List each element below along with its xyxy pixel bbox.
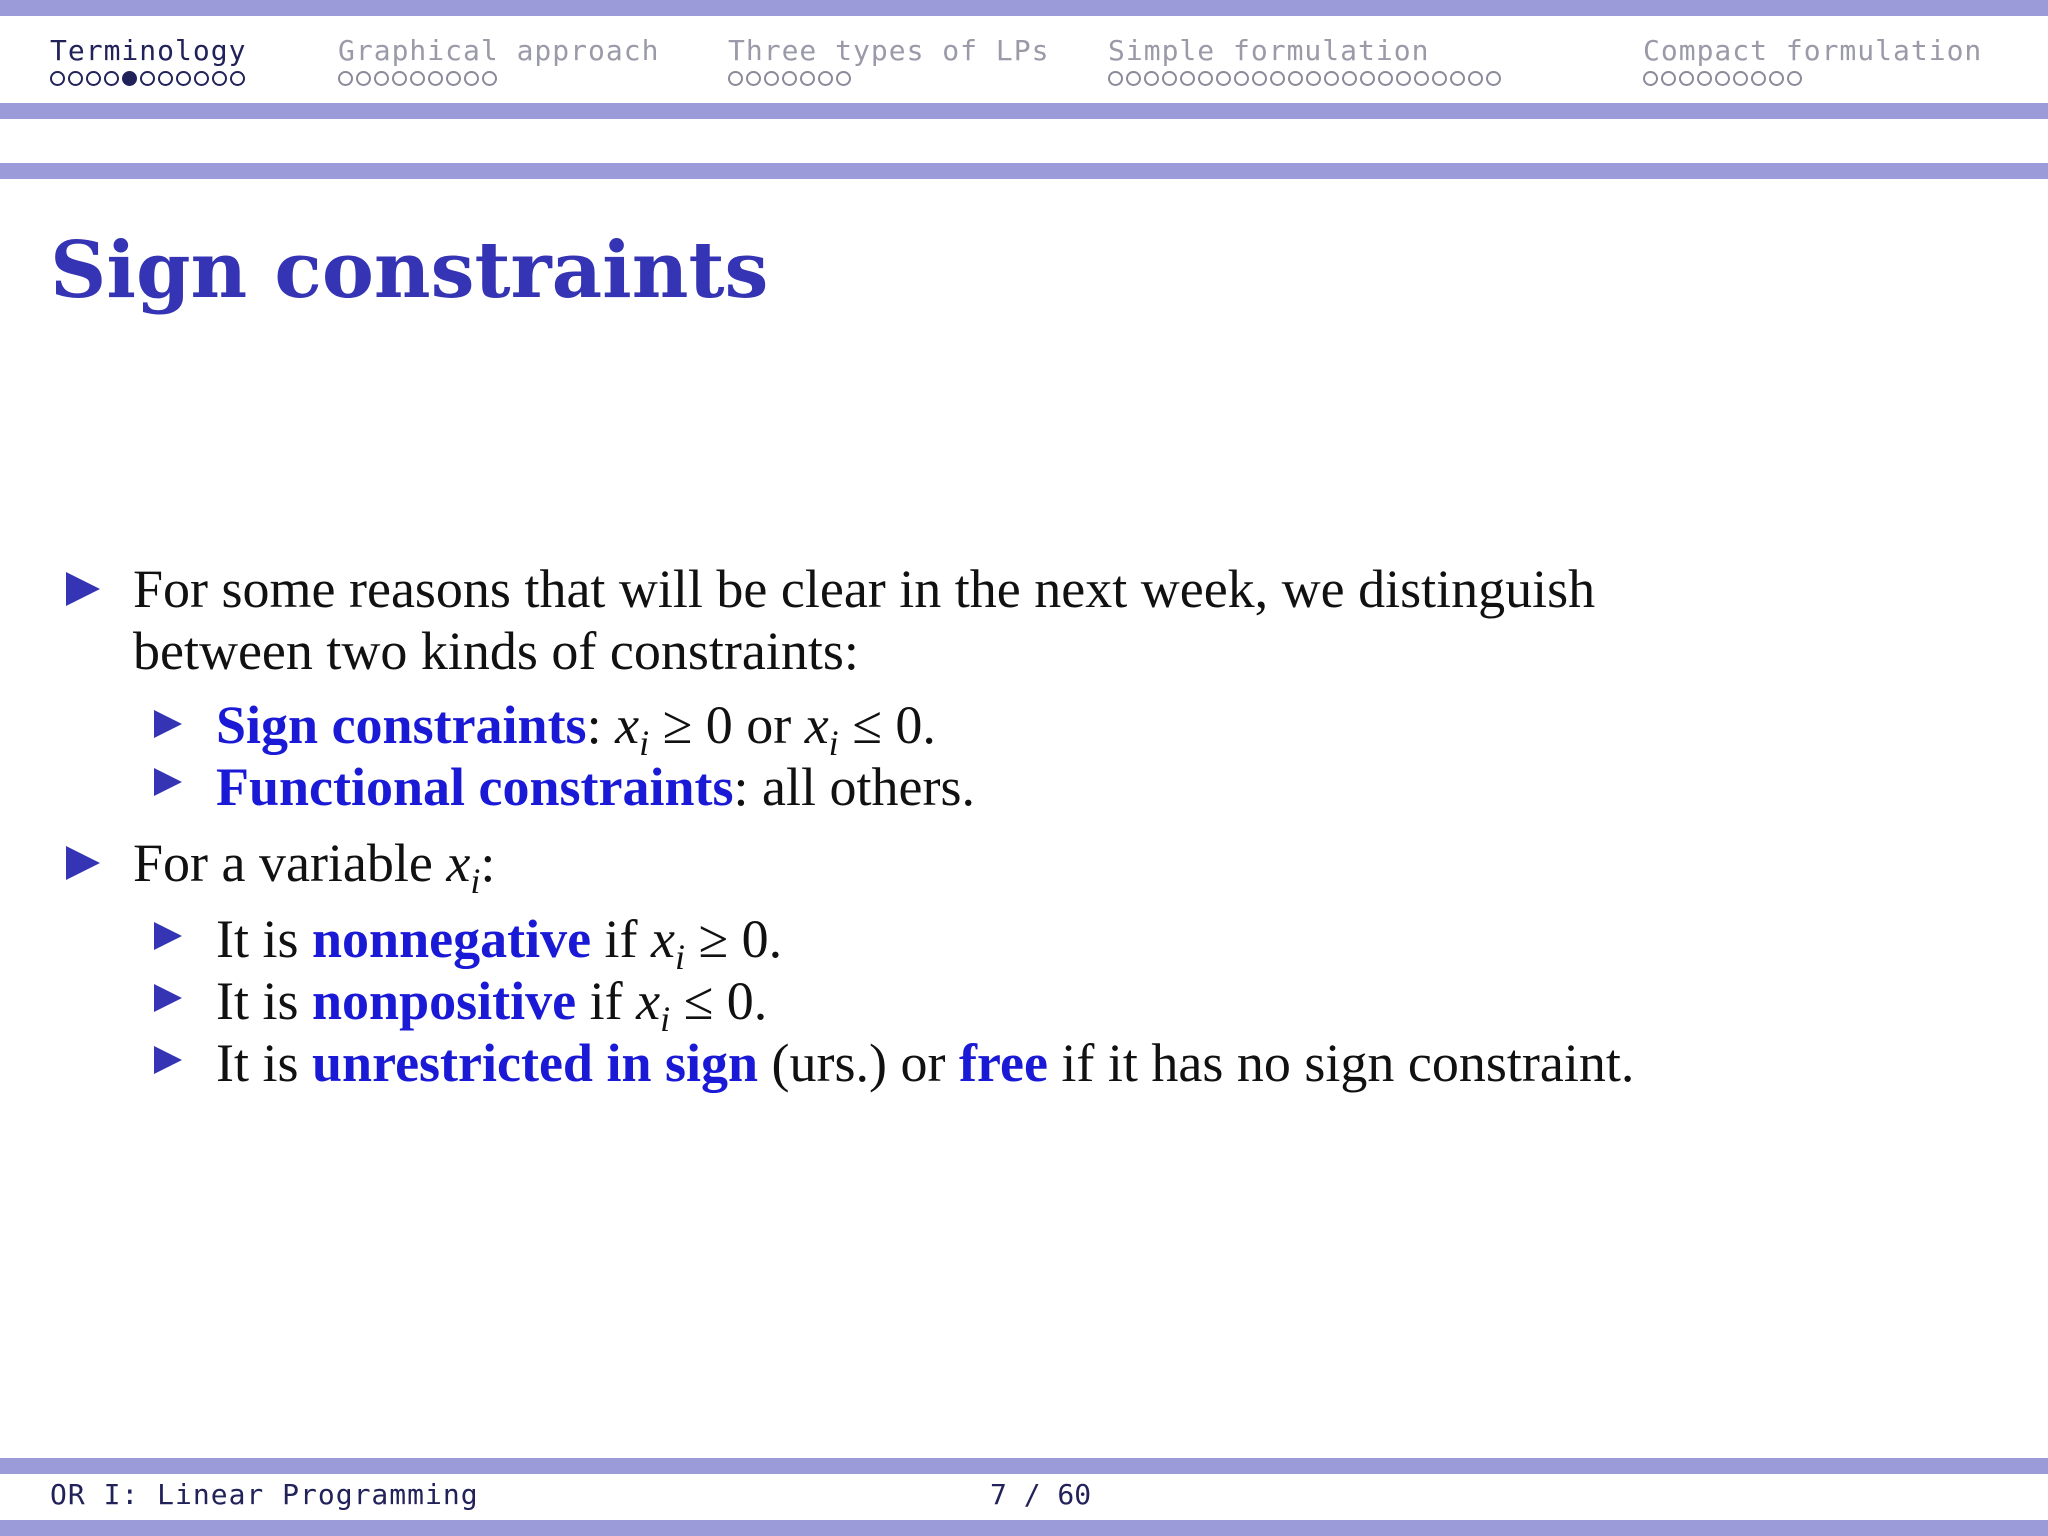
- nav-dot[interactable]: [1450, 71, 1465, 86]
- text: :: [480, 833, 496, 893]
- nav-dot[interactable]: [104, 71, 119, 86]
- nav-dot[interactable]: [782, 71, 797, 86]
- nav-dot[interactable]: [158, 71, 173, 86]
- nav-dot[interactable]: [1751, 71, 1766, 86]
- nav-section-simple-formulation[interactable]: [1108, 34, 1501, 86]
- nav-dot[interactable]: [1126, 71, 1141, 86]
- nav-dot[interactable]: [1679, 71, 1694, 86]
- nav-section-label[interactable]: Simple formulation: [1108, 34, 1430, 67]
- nav-dot[interactable]: [1468, 71, 1483, 86]
- bullet-triangle-icon: [66, 572, 100, 606]
- nav-section-graphical-approach[interactable]: [338, 34, 659, 86]
- nav-dot[interactable]: [374, 71, 389, 86]
- sub-bullet-unrestricted: [216, 1032, 1634, 1094]
- keyword-sign-constraints: Sign constraints: [216, 695, 587, 755]
- nav-dot[interactable]: [1270, 71, 1285, 86]
- nav-dot[interactable]: [1432, 71, 1447, 86]
- sub-bullet-triangle-icon: [154, 710, 182, 738]
- nav-dot[interactable]: [1180, 71, 1195, 86]
- nav-dot[interactable]: [1378, 71, 1393, 86]
- nav-dot[interactable]: [338, 71, 353, 86]
- text: ≤ 0.: [670, 971, 768, 1031]
- nav-dot[interactable]: [1306, 71, 1321, 86]
- nav-dot[interactable]: [818, 71, 833, 86]
- sub-bullet-triangle-icon: [154, 1046, 182, 1074]
- sub-bullet-triangle-icon: [154, 984, 182, 1012]
- nav-dot[interactable]: [1288, 71, 1303, 86]
- math-var: x: [651, 909, 676, 969]
- nav-dot[interactable]: [1661, 71, 1676, 86]
- text: For a variable: [133, 833, 447, 893]
- bullet-1-line-2: between two kinds of constraints:: [133, 621, 859, 681]
- nav-dot[interactable]: [1342, 71, 1357, 86]
- top-band: [0, 0, 2048, 16]
- text: :: [586, 695, 602, 755]
- text: ≤ 0.: [838, 695, 936, 755]
- nav-dot[interactable]: [446, 71, 461, 86]
- text: ≥ 0.: [685, 909, 783, 969]
- nav-dot[interactable]: [1234, 71, 1249, 86]
- nav-dot[interactable]: [212, 71, 227, 86]
- nav-dot[interactable]: [464, 71, 479, 86]
- footer-title: OR I: Linear Programming: [50, 1478, 479, 1511]
- text: It is: [216, 909, 313, 969]
- math-sub: i: [470, 860, 481, 901]
- nav-dot[interactable]: [176, 71, 191, 86]
- sub-bullet-triangle-icon: [154, 768, 182, 796]
- nav-dot[interactable]: [1360, 71, 1375, 86]
- nav-dot[interactable]: [1697, 71, 1712, 86]
- nav-dot[interactable]: [410, 71, 425, 86]
- nav-dot[interactable]: [1324, 71, 1339, 86]
- text: if: [576, 971, 637, 1031]
- math-var: x: [615, 695, 640, 755]
- keyword-unrestricted-in-sign: unrestricted in sign: [312, 1033, 759, 1093]
- nav-section-label[interactable]: Graphical approach: [338, 34, 660, 67]
- nav-dot[interactable]: [1162, 71, 1177, 86]
- nav-dot-current[interactable]: [122, 71, 137, 86]
- nav-dots: [728, 71, 1049, 86]
- bullet-triangle-icon: [66, 846, 100, 880]
- bullet-2: [133, 832, 495, 912]
- math-var: x: [804, 695, 829, 755]
- footer-bottom-band: [0, 1520, 2048, 1536]
- sub-bullet-functional-constraints: [216, 756, 975, 818]
- math-var: x: [446, 833, 471, 893]
- nav-dot[interactable]: [428, 71, 443, 86]
- text: ≥ 0 or: [649, 695, 805, 755]
- nav-dot[interactable]: [1198, 71, 1213, 86]
- text: (urs.) or: [758, 1033, 959, 1093]
- math-sub: i: [660, 998, 671, 1039]
- nav-dot[interactable]: [140, 71, 155, 86]
- nav-dot[interactable]: [764, 71, 779, 86]
- nav-section-three-types[interactable]: [728, 34, 1049, 86]
- nav-dot[interactable]: [356, 71, 371, 86]
- text: It is: [216, 971, 313, 1031]
- nav-dot[interactable]: [1715, 71, 1730, 86]
- math-sub: i: [828, 722, 839, 763]
- keyword-functional-constraints: Functional constraints: [216, 757, 734, 817]
- nav-dot[interactable]: [1396, 71, 1411, 86]
- nav-bottom-band: [0, 103, 2048, 119]
- nav-dot[interactable]: [392, 71, 407, 86]
- nav-dot[interactable]: [230, 71, 245, 86]
- nav-dot[interactable]: [800, 71, 815, 86]
- nav-dot[interactable]: [1733, 71, 1748, 86]
- keyword-nonpositive: nonpositive: [312, 971, 577, 1031]
- nav-dot[interactable]: [836, 71, 851, 86]
- nav-dot[interactable]: [1787, 71, 1802, 86]
- title-top-band: [0, 163, 2048, 179]
- nav-dot[interactable]: [728, 71, 743, 86]
- nav-section-label[interactable]: Terminology: [50, 34, 247, 67]
- nav-dot[interactable]: [1414, 71, 1429, 86]
- math-var: x: [636, 971, 661, 1031]
- nav-dots: [50, 71, 246, 86]
- text: if: [591, 909, 652, 969]
- nav-dot[interactable]: [1108, 71, 1123, 86]
- text: if it has no sign constraint.: [1047, 1033, 1635, 1093]
- nav-dot[interactable]: [1252, 71, 1267, 86]
- nav-section-terminology[interactable]: [50, 34, 246, 86]
- sub-bullet-triangle-icon: [154, 922, 182, 950]
- slide-title: Sign constraints: [50, 225, 769, 316]
- keyword-free: free: [959, 1033, 1048, 1093]
- nav-section-compact-formulation[interactable]: [1643, 34, 1982, 86]
- footer-top-band: [0, 1458, 2048, 1474]
- nav-dots: [1108, 71, 1501, 86]
- nav-dots: [1643, 71, 1982, 86]
- nav-dot[interactable]: [482, 71, 497, 86]
- nav-section-label[interactable]: Compact formulation: [1643, 34, 1983, 67]
- math-sub: i: [675, 936, 686, 977]
- nav-dot[interactable]: [1769, 71, 1784, 86]
- keyword-nonnegative: nonnegative: [312, 909, 592, 969]
- nav-dot[interactable]: [194, 71, 209, 86]
- nav-section-label[interactable]: Three types of LPs: [728, 34, 1050, 67]
- text: : all others.: [733, 757, 975, 817]
- page-number: 7 / 60: [990, 1478, 1092, 1511]
- nav-dot[interactable]: [68, 71, 83, 86]
- nav-dot[interactable]: [1486, 71, 1501, 86]
- bullet-1-line-1: For some reasons that will be clear in the next week, we distinguish: [133, 559, 1596, 619]
- nav-dot[interactable]: [1216, 71, 1231, 86]
- nav-dot[interactable]: [1144, 71, 1159, 86]
- nav-dots: [338, 71, 659, 86]
- math-sub: i: [639, 722, 650, 763]
- nav-dot[interactable]: [746, 71, 761, 86]
- nav-dot[interactable]: [50, 71, 65, 86]
- nav-dot[interactable]: [1643, 71, 1658, 86]
- text: It is: [216, 1033, 313, 1093]
- nav-dot[interactable]: [86, 71, 101, 86]
